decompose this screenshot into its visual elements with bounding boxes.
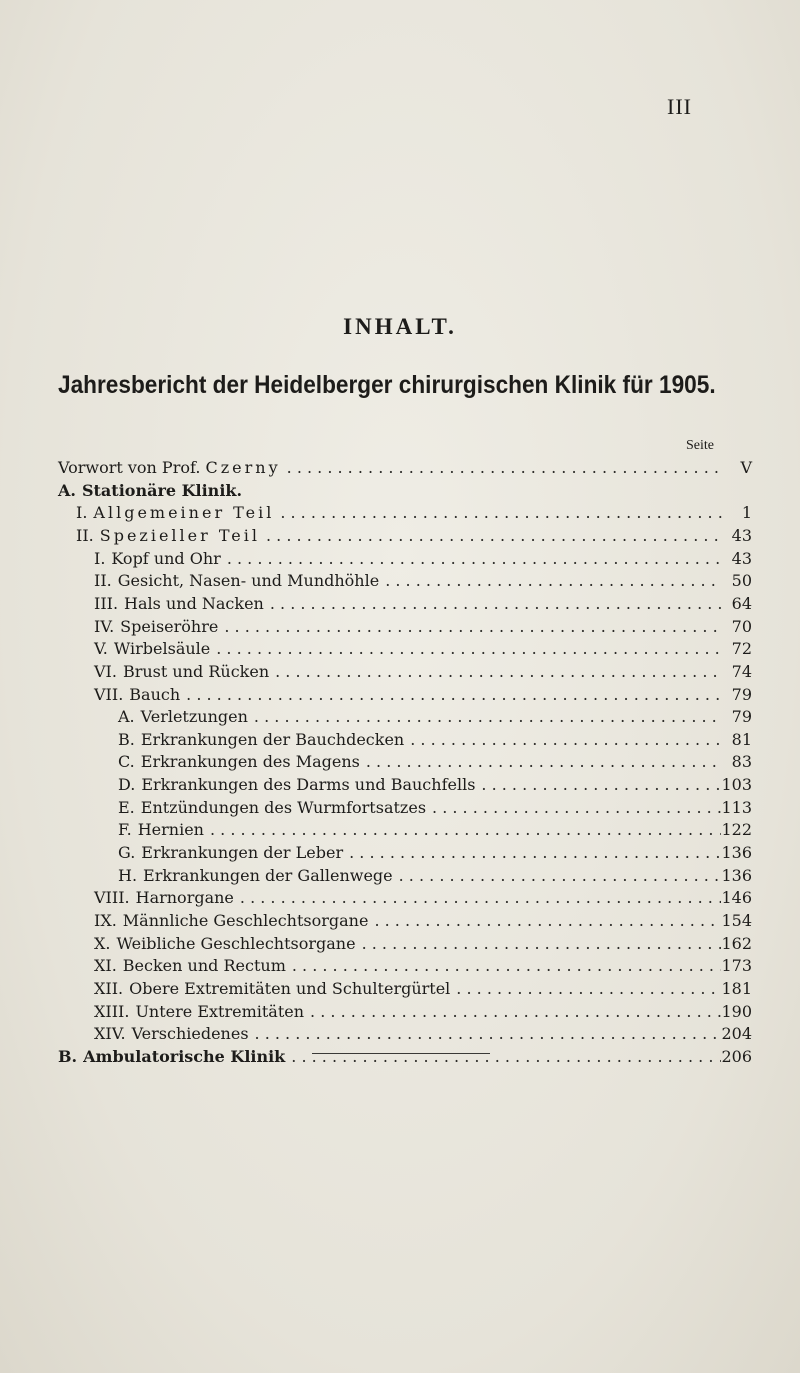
toc-entry <box>118 796 752 820</box>
toc-entry-number: B. <box>118 729 135 749</box>
toc-entry <box>94 637 752 661</box>
toc-leader-dots <box>379 569 722 593</box>
toc-entry <box>94 886 752 910</box>
toc-leader-dots <box>286 954 722 978</box>
toc-leader-dots <box>450 977 721 1001</box>
toc-entry-number: E. <box>118 797 135 817</box>
toc-entry-number: VII. <box>94 684 124 704</box>
toc-entry-title: Brust und Rücken <box>122 661 270 681</box>
toc-entry <box>94 547 752 571</box>
toc-entry-page: 83 <box>731 752 752 772</box>
toc-entry-number: XI. <box>94 956 117 976</box>
toc-entry-title: Verschiedenes <box>131 1024 249 1044</box>
toc-entry-page: 43 <box>731 548 752 568</box>
toc-entry-page: 181 <box>721 978 752 998</box>
toc-entry <box>94 909 752 933</box>
toc-entry-page: 50 <box>731 571 752 591</box>
toc-entry-title: Stationäre Klinik. <box>81 480 243 500</box>
toc-entry-page: 113 <box>721 797 752 817</box>
toc-leader-dots <box>260 524 722 548</box>
toc-entry-number: II. <box>94 571 112 591</box>
toc-entry-number: VIII. <box>94 888 130 908</box>
toc-entry-page: 206 <box>721 1046 752 1066</box>
toc-entry-page: 204 <box>721 1024 752 1044</box>
toc-leader-dots <box>264 592 722 616</box>
toc-entry-number: XIII. <box>94 1001 130 1021</box>
toc-entry-title: Wirbelsäule <box>113 639 211 659</box>
toc-entry-number: B. <box>58 1046 78 1066</box>
toc-entry-page: 154 <box>721 911 752 930</box>
toc-entry-title: Untere Extremitäten <box>135 1001 305 1021</box>
toc-entry-title: Kopf und Ohr <box>111 548 221 568</box>
toc-entry <box>118 750 752 774</box>
toc-leader-dots <box>281 456 722 480</box>
toc-entry-number: XII. <box>94 978 124 998</box>
toc-entry-number: IV. <box>94 616 115 636</box>
toc-entry-title: Entzündungen des Wurmfortsatzes <box>140 797 427 817</box>
toc-leader-dots <box>285 1045 721 1069</box>
toc-leader-dots <box>180 683 722 707</box>
toc-entry <box>94 1000 752 1024</box>
toc-entry-number: A. <box>58 480 76 500</box>
toc-leader-dots <box>360 750 722 774</box>
toc-leader-dots <box>368 909 721 933</box>
toc-entry-number: G. <box>118 843 136 863</box>
toc-leader-dots <box>343 841 721 865</box>
toc-entry-number: II. <box>76 525 94 545</box>
toc-entry <box>94 615 752 639</box>
toc-leader-dots <box>356 932 722 956</box>
toc-entry-number: X. <box>94 933 111 953</box>
toc-entry-number: I. <box>94 548 106 568</box>
toc-entry-page: 43 <box>731 525 752 545</box>
toc-entry-page: 70 <box>731 616 752 636</box>
toc-entry-page: 79 <box>731 684 752 704</box>
toc-entry-page: 136 <box>721 843 752 863</box>
toc-leader-dots <box>393 864 722 888</box>
toc-entry-page: 136 <box>721 865 752 885</box>
toc-entry <box>58 479 752 503</box>
toc-entry-page: 146 <box>721 888 752 908</box>
toc-entry-page: 81 <box>731 729 752 749</box>
toc-entry-page: 74 <box>731 661 752 681</box>
toc-entry <box>94 569 752 593</box>
toc-entry-title: Erkrankungen der Bauchdecken <box>140 729 405 749</box>
toc-entry <box>118 705 752 729</box>
toc-entry-number: IX. <box>94 911 117 930</box>
toc-entry <box>94 660 752 684</box>
toc-leader-dots <box>210 637 722 661</box>
toc-entry-title: Erkrankungen der Gallenwege <box>143 865 393 885</box>
toc-entry-title: Verletzungen <box>140 707 248 727</box>
toc-leader-dots <box>475 773 721 797</box>
toc-entry <box>94 932 752 956</box>
toc-entry-title: Spezieller Teil <box>99 525 260 545</box>
toc-leader-dots <box>234 886 722 910</box>
toc-entry <box>118 864 752 888</box>
toc-entry-page: 79 <box>731 707 752 727</box>
toc-entry-title: Ambulatorische Klinik <box>83 1046 286 1066</box>
toc-entry-title: Gesicht, Nasen- und Mundhöhle <box>117 571 380 591</box>
toc-entry-page: 190 <box>721 1001 752 1021</box>
toc-entry-page: 72 <box>731 639 752 659</box>
page-number: III <box>667 94 692 119</box>
toc-entry-page: 64 <box>731 593 752 613</box>
toc-entry-title: Obere Extremitäten und Schultergürtel <box>129 978 451 998</box>
toc-entry-number: III. <box>94 593 119 613</box>
toc-entry <box>94 1022 752 1046</box>
toc-entry-number: F. <box>118 820 132 840</box>
toc-leader-dots <box>218 615 722 639</box>
toc-leader-dots <box>269 660 722 684</box>
toc-leader-dots <box>274 501 722 525</box>
toc-entry-title: Becken und Rectum <box>122 956 286 976</box>
page-column-label: Seite <box>686 438 714 453</box>
toc-entry-title: Weibliche Geschlechtsorgane <box>116 933 356 953</box>
toc-entry-number: D. <box>118 775 136 795</box>
toc-entry-number: C. <box>118 752 135 772</box>
toc-entry-page: 103 <box>721 775 752 795</box>
toc-entry <box>118 728 752 752</box>
toc-entry-number: V. <box>94 639 108 659</box>
toc-leader-dots <box>221 547 722 571</box>
toc-entry-number: VI. <box>94 661 117 681</box>
toc-entry <box>76 501 752 525</box>
toc-entry <box>76 524 752 548</box>
toc-entry-title: Erkrankungen des Darms und Bauchfells <box>141 775 476 795</box>
toc-entry-title: Speiseröhre <box>120 616 219 636</box>
toc-leader-dots <box>249 1022 722 1046</box>
toc-entry-title: Erkrankungen der Leber <box>141 843 344 863</box>
toc-entry-number: H. <box>118 865 138 885</box>
toc-entry <box>58 456 752 480</box>
toc-entry <box>118 818 752 842</box>
toc-entry-page: 173 <box>721 956 752 976</box>
toc-entry-page: V <box>740 458 752 477</box>
toc-entry-page: 162 <box>721 933 752 953</box>
toc-leader-dots <box>304 1000 721 1024</box>
toc-entry-title: Harnorgane <box>135 888 234 908</box>
toc-entry <box>94 683 752 707</box>
toc-entry <box>94 977 752 1001</box>
toc-entry-title: Männliche Geschlechtsorgane <box>122 911 369 930</box>
toc-entry <box>118 773 752 797</box>
toc-entry <box>94 954 752 978</box>
toc-entry-title: Vorwort von Prof. Czerny <box>58 458 281 477</box>
toc-entry-page: 1 <box>741 503 752 523</box>
toc-entry-title: Erkrankungen des Magens <box>140 752 360 772</box>
toc-leader-dots <box>404 728 722 752</box>
closing-rule <box>312 1053 490 1054</box>
toc-entry-title: Hernien <box>137 820 204 840</box>
toc-entry <box>94 592 752 616</box>
toc-entry-title: Bauch <box>129 684 181 704</box>
document-title: Jahresbericht der Heidelberger chirurgischen Klinik für 1905. <box>58 371 716 399</box>
toc-entry-page: 122 <box>721 820 752 840</box>
contents-heading: INHALT. <box>343 314 457 339</box>
toc-entry-number: XIV. <box>94 1024 126 1044</box>
toc-entry-number: A. <box>118 707 135 727</box>
toc-entry-title: Hals und Nacken <box>124 593 264 613</box>
toc-entry-number: I. <box>76 503 88 523</box>
toc-leader-dots <box>204 818 721 842</box>
toc-entry <box>58 1045 752 1069</box>
toc-entry-title: Allgemeiner Teil <box>93 503 275 523</box>
toc-leader-dots <box>248 705 722 729</box>
toc-entry <box>118 841 752 865</box>
toc-leader-dots <box>426 796 721 820</box>
